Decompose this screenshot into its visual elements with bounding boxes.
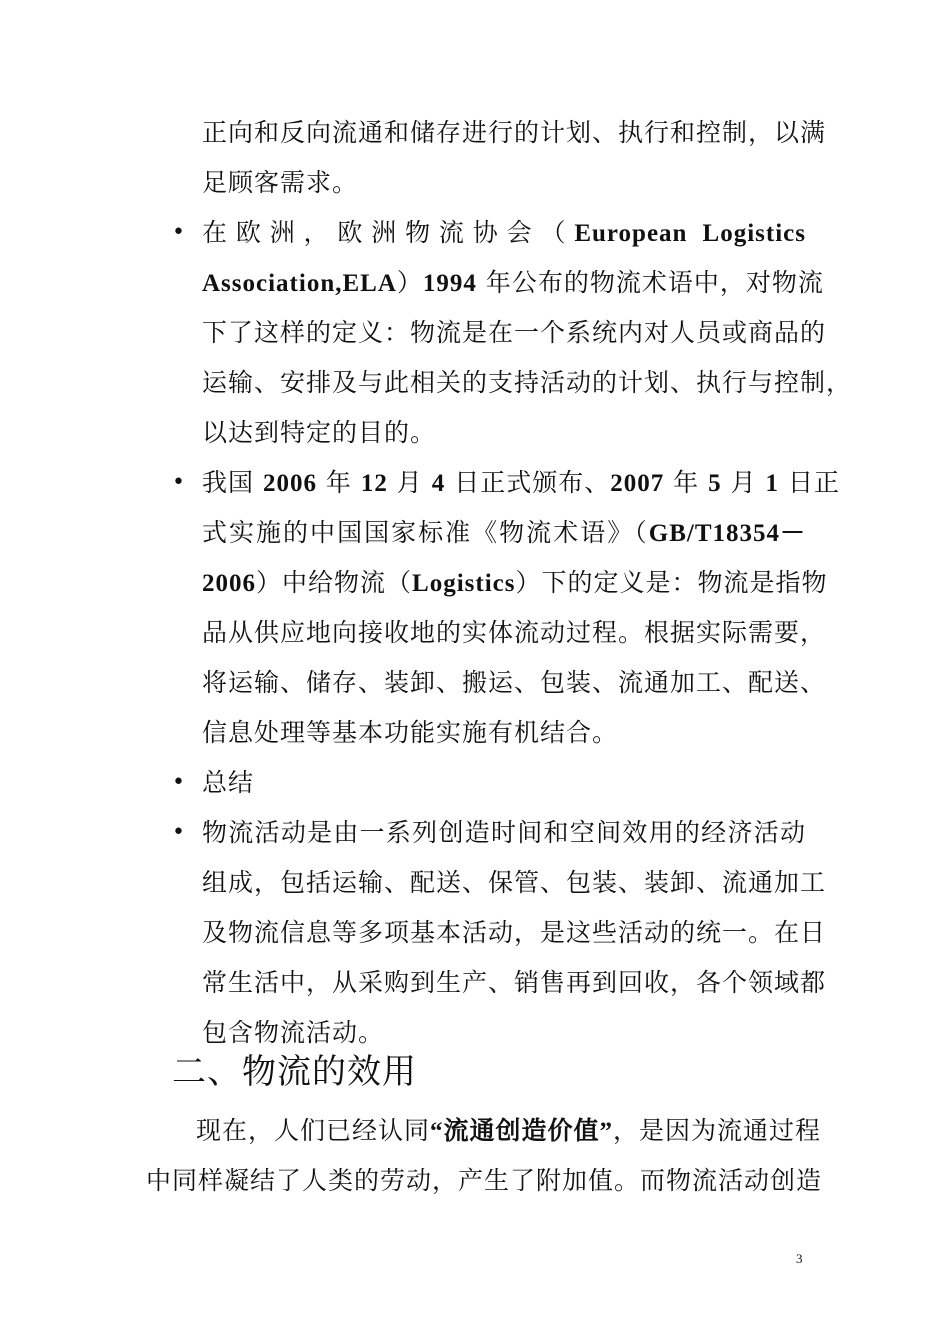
- text-line: 足顾客需求。: [202, 168, 359, 197]
- bullet-4-line-5: 包含物流活动。: [202, 1018, 385, 1047]
- text-span: 2007: [610, 470, 665, 497]
- bullet-1-line-2: [202, 266, 824, 301]
- page-number: 3: [796, 1251, 803, 1266]
- text-span: European Logistics: [574, 220, 806, 247]
- bullet-icon: •: [172, 470, 185, 495]
- text-span: 年: [316, 468, 361, 497]
- text-span: 1: [765, 470, 780, 497]
- bullet-4-line-3: 及物流信息等多项基本活动，是这些活动的统一。在日: [202, 918, 827, 947]
- text-span: ）下的定义是：物流是指物: [515, 568, 828, 597]
- bullet-1-line-4: 运输、安排及与此相关的支持活动的计划、执行与控制，: [202, 368, 853, 397]
- text-span: GB/T18354－: [648, 520, 806, 547]
- bullet-2-line-4: 品从供应地向接收地的实体流动过程。根据实际需要，: [202, 618, 827, 647]
- bullet-4-line-1: 物流活动是由一系列创造时间和空间效用的经济活动: [202, 818, 806, 847]
- text-span: 2006: [262, 470, 317, 497]
- section-heading: 二、物流的效用: [172, 1052, 417, 1092]
- text-span: ）中给物流（: [256, 568, 413, 597]
- bullet-2-line-2: [202, 516, 806, 551]
- text-span: 日正: [779, 468, 840, 497]
- bullet-2-line-6: 信息处理等基本功能实施有机结合。: [202, 718, 619, 747]
- bullet-icon: •: [172, 770, 185, 795]
- text-span: 4: [431, 470, 446, 497]
- text-span: 月: [387, 468, 432, 497]
- paragraph-line-1: [196, 1114, 822, 1149]
- bullet-2-line-1: [202, 466, 840, 501]
- text-span: Logistics: [412, 570, 516, 597]
- text-span: 2006: [202, 570, 256, 597]
- text-span: “流通创造价值”: [430, 1118, 614, 1145]
- text-line: 正向和反向流通和储存进行的计划、执行和控制，以满: [202, 118, 827, 147]
- text-span: Association,ELA: [202, 270, 397, 297]
- text-span: ）: [396, 268, 423, 297]
- text-span: 现在，人们已经认同: [196, 1116, 431, 1145]
- bullet-2-line-5: 将运输、储存、装卸、搬运、包装、流通加工、配送、: [202, 668, 827, 697]
- paragraph-line-2: 中同样凝结了人类的劳动，产生了附加值。而物流活动创造: [146, 1166, 823, 1195]
- bullet-4-line-2: 组成，包括运输、配送、保管、包装、装卸、流通加工: [202, 868, 827, 897]
- text-span: 5: [708, 470, 722, 497]
- bullet-1-line-3: 下了这样的定义：物流是在一个系统内对人员或商品的: [202, 318, 827, 347]
- bullet-3-line-1: 总结: [202, 768, 255, 797]
- bullet-icon: •: [172, 820, 185, 845]
- bullet-icon: •: [172, 220, 185, 245]
- text-span: 日正式颁布、: [445, 468, 611, 497]
- text-span: 年: [664, 468, 709, 497]
- bullet-2-line-3: [202, 566, 828, 601]
- text-span: 12: [360, 470, 388, 497]
- text-span: 我国: [202, 468, 263, 497]
- text-span: ，是因为流通过程: [613, 1116, 822, 1145]
- text-span: 式实施的中国国家标准《物流术语》（: [202, 518, 649, 547]
- text-span: 1994: [422, 270, 477, 297]
- bullet-1-line-5: 以达到特定的目的。: [202, 418, 437, 447]
- bullet-4-line-4: 常生活中，从采购到生产、销售再到回收，各个领域都: [202, 968, 827, 997]
- text-span: 在欧洲，欧洲物流协会（: [202, 218, 575, 247]
- text-span: 月: [721, 468, 766, 497]
- bullet-1-line-1: [202, 216, 806, 251]
- text-span: 年公布的物流术语中，对物流: [476, 268, 824, 297]
